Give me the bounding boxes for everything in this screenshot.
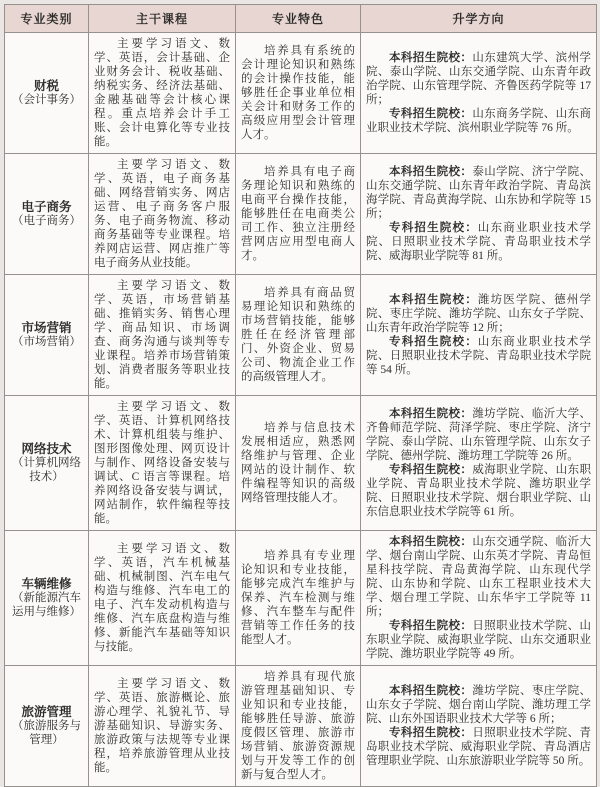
courses-text: 主要学习语文、数学、英语、旅游概论、旅游心理学、礼貌礼节、导游基础知识、导游实务、旅游政策与法规等专业课程，培养旅游管理从业技能。 bbox=[94, 678, 230, 774]
destinations-cell bbox=[361, 531, 597, 666]
features-cell bbox=[236, 666, 361, 787]
college-schools: 日照职业技术学院、山东职业学院、威海职业学院、山东交通职业学院、潍坊职业学院等 49 所。 bbox=[366, 620, 591, 660]
courses-cell bbox=[89, 666, 236, 787]
table-row-caishui bbox=[5, 33, 597, 154]
table-row-cheliangweixiu bbox=[5, 531, 597, 666]
majors-table bbox=[4, 4, 597, 787]
category-cell bbox=[5, 33, 89, 154]
features-cell bbox=[236, 531, 361, 666]
undergrad-label: 本科招生院校： bbox=[389, 52, 473, 64]
category-subtitle: （市场营销） bbox=[12, 336, 81, 348]
undergrad-schools: 潍坊学院、枣庄学院、山东女子学院、烟台南山学院、潍坊理工学院、山东外国语职业技术大学等 6 所； bbox=[366, 685, 591, 725]
category-subtitle: （旅游服务与管理） bbox=[12, 720, 81, 746]
courses-text: 主要学习语文、数学、英语，汽车机械基础、机械制图、汽车电气构造与维修、汽车电工的电子、汽车发动机构造与维修、汽车底盘构造与维修、新能汽车基础等知识与技能。 bbox=[94, 543, 230, 653]
features-text: 培养与信息技术发展相适应，熟悉网络维护与管理、企业网站的设计制作、软件编程等知识的高级网络管理技能人才。 bbox=[241, 422, 355, 504]
undergrad-destinations bbox=[366, 407, 591, 463]
features-cell bbox=[236, 33, 361, 154]
college-schools: 山东商业职业技术学院、日照职业技术学院、青岛职业技术学院等 54 所。 bbox=[366, 336, 592, 376]
undergrad-schools: 山东交通学院、临沂大学、烟台南山学院、山东英才学院、青岛恒星科技学院、青岛黄海学院、山东现代学院、山东协和学院、山东工程职业技术大学、烟台理工学院、山东华宇工学院等 11 所； bbox=[366, 536, 591, 618]
courses-cell bbox=[89, 396, 236, 531]
college-label: 专科招生院校： bbox=[389, 108, 473, 120]
undergrad-destinations bbox=[366, 165, 591, 221]
courses-text: 主要学习语文、数学、英语、计算机网络技术、计算机组装与维护、图形图像处理、网页设计与制作、网络设备安装与调试、C 语言等课程。培养网络设备安装与调试，网站制作，软件编程等技能。 bbox=[94, 401, 230, 525]
destinations-cell bbox=[361, 33, 597, 154]
college-destinations bbox=[366, 221, 591, 263]
undergrad-schools: 山东建筑大学、滨州学院、泰山学院、山东交通学院、山东青年政治学院、山东管理学院、齐鲁医药学院等 17 所； bbox=[366, 52, 591, 106]
college-label: 专科招生院校： bbox=[389, 620, 473, 632]
category-name: 旅游管理 bbox=[21, 705, 72, 719]
undergrad-label: 本科招生院校： bbox=[389, 685, 473, 697]
features-cell bbox=[236, 154, 361, 275]
undergrad-destinations bbox=[366, 535, 591, 619]
destinations-cell bbox=[361, 666, 597, 787]
category-subtitle: （新能源汽车运用与维修） bbox=[12, 592, 81, 618]
destinations-cell bbox=[361, 275, 597, 396]
college-label: 专科招生院校： bbox=[389, 464, 473, 476]
category-cell bbox=[5, 396, 89, 531]
courses-text: 主要学习语文、数学、英语，电子商务基础、网络营销实务、网店运营、电子商务客户服务、电子商务物流、移动商务基础等专业课程。培养网店运营、网店推广等电子商务从业技能。 bbox=[94, 159, 230, 269]
courses-text: 主要学习语文、数学、英语，会计基础、企业财务会计、税收基础、纳税实务、经济法基础、金融基础等会计核心课程。重点培养会计手工账、会计电算化等专业技能。 bbox=[94, 38, 230, 148]
category-subtitle: （会计事务） bbox=[12, 94, 81, 106]
courses-cell bbox=[89, 154, 236, 275]
undergrad-destinations bbox=[366, 684, 591, 726]
college-label: 专科招生院校： bbox=[389, 336, 478, 348]
category-subtitle: （计算机网络技术） bbox=[12, 457, 81, 483]
undergrad-label: 本科招生院校： bbox=[389, 294, 478, 306]
table-row-lvyouguanli bbox=[5, 666, 597, 787]
header-courses: 主干课程 bbox=[89, 5, 236, 33]
table-row-wangluojishu bbox=[5, 396, 597, 531]
table-row-dianzishangwu bbox=[5, 154, 597, 275]
undergrad-schools: 泰山学院、济宁学院、山东交通学院、山东青年政治学院、青岛滨海学院、青岛黄海学院、山东协和学院等 15 所； bbox=[366, 166, 591, 220]
category-cell bbox=[5, 666, 89, 787]
college-schools: 威海职业学院、山东职业学院、青岛职业技术学院、潍坊职业学院、日照职业技术学院、烟台职业学院、山东信息职业技术学院等 61 所。 bbox=[366, 464, 591, 518]
courses-cell bbox=[89, 33, 236, 154]
college-destinations bbox=[366, 463, 591, 519]
college-schools: 山东商业职业技术学院、日照职业技术学院、青岛职业技术学院、威海职业学院等 81 所。 bbox=[366, 222, 592, 262]
destinations-cell bbox=[361, 396, 597, 531]
category-name: 财税 bbox=[33, 79, 59, 93]
destinations-cell bbox=[361, 154, 597, 275]
undergrad-schools: 潍坊医学院、德州学院、枣庄学院、潍坊学院、山东女子学院、山东青年政治学院等 12 所； bbox=[366, 294, 592, 334]
undergrad-label: 本科招生院校： bbox=[389, 536, 473, 548]
table-row-shichangyingxiao bbox=[5, 275, 597, 396]
college-schools: 日照职业技术学院、青岛职业技术学院、威海职业学院、青岛酒店管理职业学院、山东旅游职业学院等 50 所。 bbox=[366, 727, 591, 767]
features-text: 培养具有专业理论知识和专业技能，能够完成汽车维护与保养、汽车检测与维修、汽车整车与配件营销等工作任务的技能型人才。 bbox=[241, 550, 355, 646]
category-name: 电子商务 bbox=[21, 200, 72, 214]
college-destinations bbox=[366, 619, 591, 661]
header-destinations: 升学方向 bbox=[361, 5, 597, 33]
features-text: 培养具有现代旅游管理基础知识、专业知识和专业技能，能够胜任导游、旅游度假区管理、旅游市场营销、旅游资源规划与开发等工作的创新与复合型人才。 bbox=[241, 671, 355, 781]
undergrad-label: 本科招生院校： bbox=[389, 166, 473, 178]
courses-cell bbox=[89, 531, 236, 666]
majors-table-container bbox=[4, 4, 596, 787]
category-cell bbox=[5, 275, 89, 396]
category-cell bbox=[5, 531, 89, 666]
header-features: 专业特色 bbox=[236, 5, 361, 33]
undergrad-destinations bbox=[366, 293, 591, 335]
features-cell bbox=[236, 396, 361, 531]
features-text: 培养具有电子商务理论知识和熟练的电商平台操作技能，能够胜任在电商类公司工作、独立注册经营网店应用型电商人才。 bbox=[241, 166, 355, 262]
header-row bbox=[5, 5, 597, 33]
undergrad-destinations bbox=[366, 51, 591, 107]
features-text: 培养具有商品贸易理论知识和熟练的市场营销技能，能够胜任在经济管理部门、外资企业、贸易公司、物流企业工作的高级管理人才。 bbox=[241, 287, 355, 383]
category-name: 车辆维修 bbox=[21, 577, 72, 591]
features-cell bbox=[236, 275, 361, 396]
college-destinations bbox=[366, 726, 591, 768]
undergrad-label: 本科招生院校： bbox=[389, 408, 473, 420]
college-label: 专科招生院校： bbox=[389, 727, 473, 739]
features-text: 培养具有系统的会计理论知识和熟练的会计操作技能，能够胜任企事业单位相关会计和财务工作的高级应用型会计管理人才。 bbox=[241, 45, 355, 141]
category-name: 市场营销 bbox=[21, 321, 72, 335]
college-destinations bbox=[366, 107, 591, 135]
category-cell bbox=[5, 154, 89, 275]
courses-cell bbox=[89, 275, 236, 396]
college-schools: 山东商务学院、山东商业职业技术学院、滨州职业学院等 76 所。 bbox=[366, 108, 591, 134]
undergrad-schools: 潍坊学院、临沂大学、齐鲁师范学院、菏泽学院、枣庄学院、济宁学院、泰山学院、山东管理学院、山东女子学院、德州学院、潍坊理工学院等 26 所。 bbox=[366, 408, 591, 462]
header-category: 专业类别 bbox=[5, 5, 89, 33]
college-destinations bbox=[366, 335, 591, 377]
college-label: 专科招生院校： bbox=[389, 222, 478, 234]
category-name: 网络技术 bbox=[21, 442, 72, 456]
courses-text: 主要学习语文、数学、英语，市场营销基础、推销实务、销售心理学、商品知识、市场调查、商务沟通与谈判等专业课程。培养市场营销策划、消费者服务等职业技能。 bbox=[94, 280, 230, 390]
category-subtitle: （电子商务） bbox=[12, 215, 81, 227]
